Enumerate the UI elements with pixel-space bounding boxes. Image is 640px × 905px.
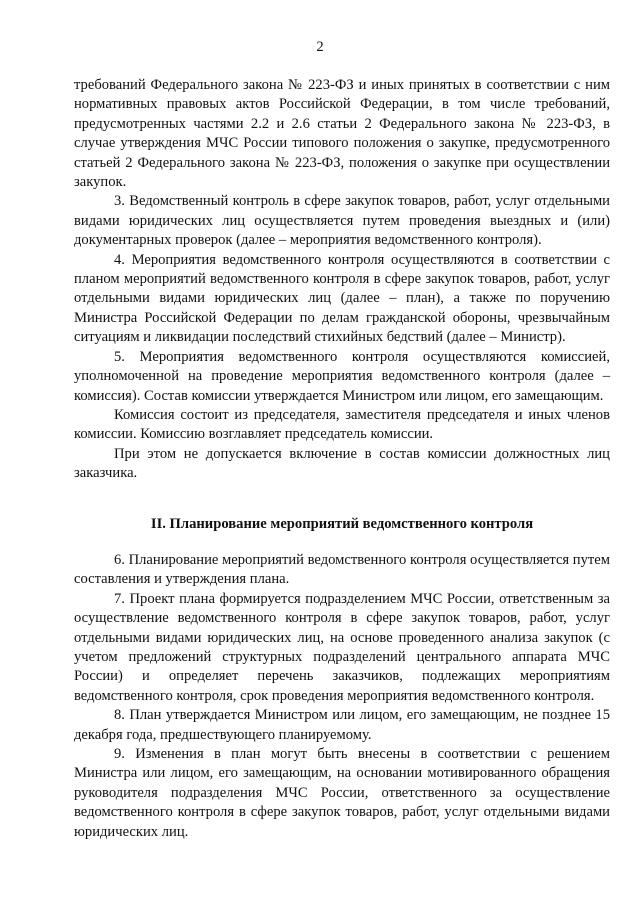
paragraph-commission-exclusion: При этом не допускается включение в состав комиссии должностных лиц заказчика. xyxy=(74,445,610,482)
paragraphs-before-heading xyxy=(74,76,610,484)
paragraph-5: 5. Мероприятия ведомственного контроля осуществляются комиссией, уполномоченной на проведение мероприятия ведомственного контроля (далее – комиссия). Состав комиссии утверждается Министром или лицом, его замещающим. xyxy=(74,348,610,404)
section-heading: II. Планирование мероприятий ведомственного контроля xyxy=(150,515,534,532)
paragraph-continuation: требований Федерального закона № 223-ФЗ и иных принятых в соответствии с ним нормативных правовых актов Российской Федерации, в том числе требований, предусмотренных частями 2.2 и 2.6 статьи 2 Федерального закона № 223-ФЗ, в случае утверждения МЧС России типового положения о закупке, предусмотренного статьей 2 Федерального закона № 223-ФЗ, положения о закупке при осуществлении закупок. xyxy=(74,77,610,191)
page-number: 2 xyxy=(316,39,324,55)
paragraph-7: 7. Проект плана формируется подразделением МЧС России, ответственным за осуществление ведомственного контроля в сфере закупок товаров, работ, услуг отдельными видами юридических лиц, на основе проведенного анализа закупок (с учетом предложений структурных подразделений центрального аппарата МЧС России) и определяет перечень заказчиков, подлежащих мероприятиям ведомственного контроля, срок проведения мероприятия ведомственного контроля. xyxy=(74,590,610,704)
paragraph-3: 3. Ведомственный контроль в сфере закупок товаров, работ, услуг отдельными видами юридических лиц осуществляется путем проведения выездных и (или) документарных проверок (далее – мероприятия ведомственного контроля). xyxy=(74,193,610,249)
paragraph-8: 8. План утверждается Министром или лицом, его замещающим, не позднее 15 декабря года, предшествующего планируемому. xyxy=(74,707,610,743)
paragraph-9: 9. Изменения в план могут быть внесены в соответствии с решением Министра или лицом, его замещающим, на основании мотивированного обращения руководителя подразделения МЧС России, ответственного за осуществление ведомственного контроля в сфере закупок товаров, работ, услуг отдельными видами юридических лиц. xyxy=(74,746,610,840)
paragraph-6: 6. Планирование мероприятий ведомственного контроля осуществляется путем составления и утверждения плана. xyxy=(74,551,610,588)
paragraph-4: 4. Мероприятия ведомственного контроля осуществляются в соответствии с планом мероприятий ведомственного контроля в сфере закупок товаров, работ, услуг отдельными видами юридических лиц (далее – план), а также по поручению Министра Российской Федерации по делам гражданской обороны, чрезвычайным ситуациям и ликвидации последствий стихийных бедствий (далее – Министр). xyxy=(74,251,610,346)
document-body xyxy=(74,76,610,842)
paragraphs-after-heading xyxy=(74,551,610,842)
paragraph-commission-composition: Комиссия состоит из председателя, заместителя председателя и иных членов комиссии. Комиссию возглавляет председатель комиссии. xyxy=(74,406,610,443)
